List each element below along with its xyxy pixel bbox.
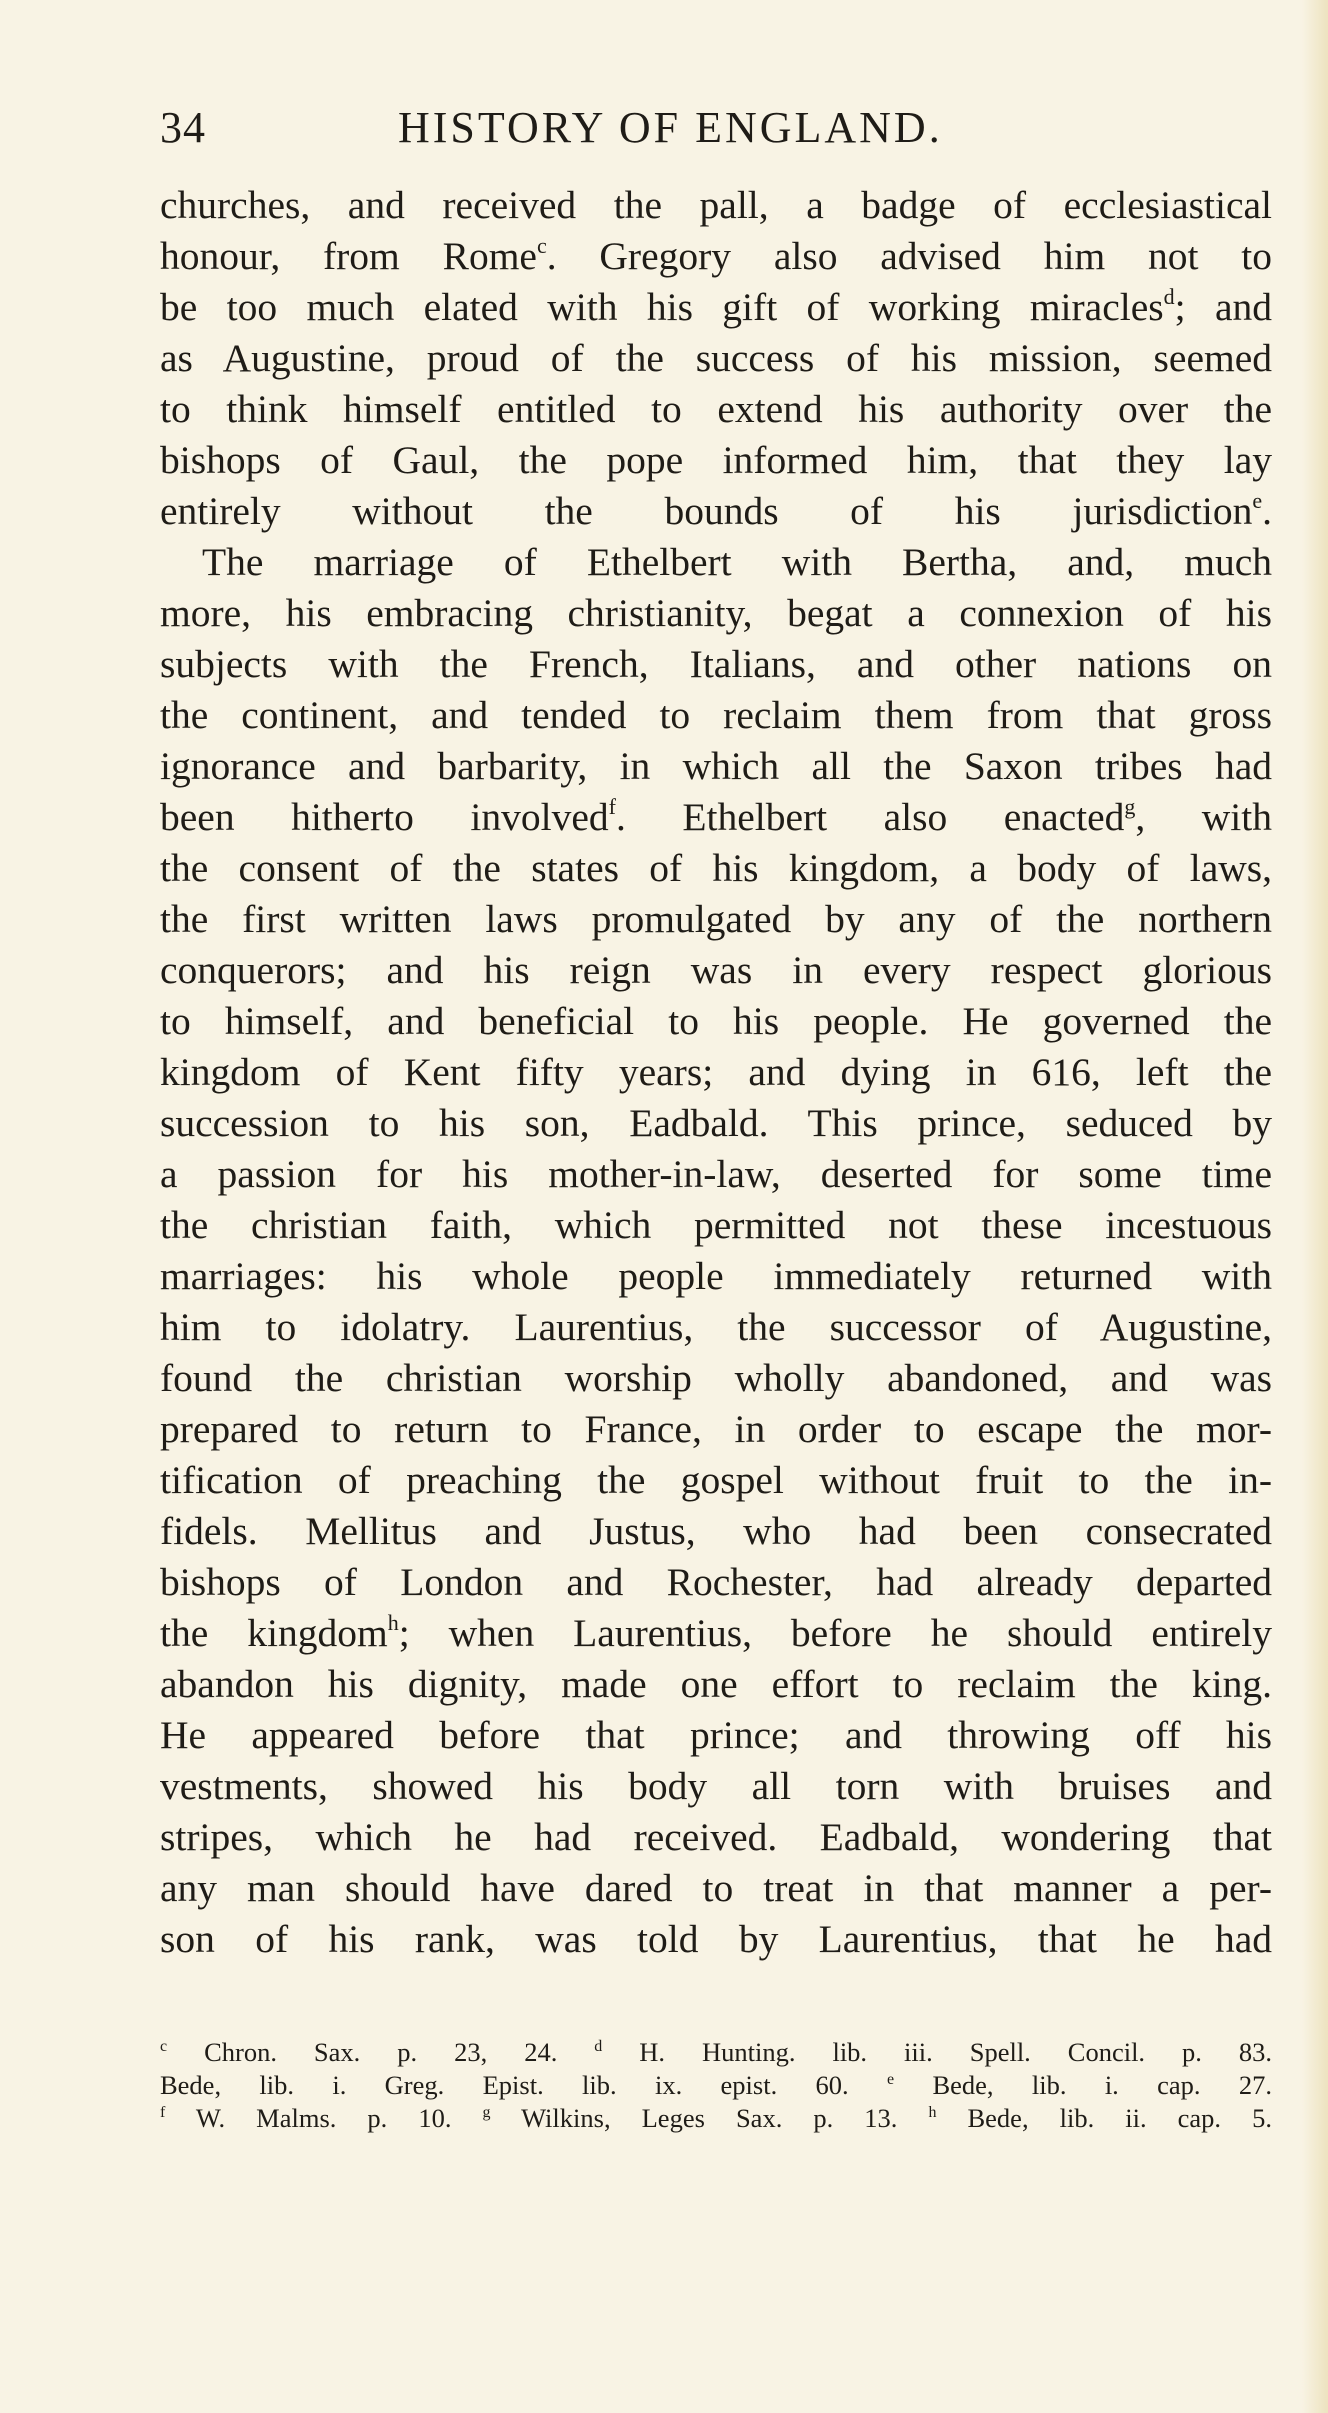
- text-line: [160, 945, 1272, 996]
- line-text: .: [1262, 489, 1272, 533]
- footnote-line: [160, 2069, 1272, 2102]
- text-line: [160, 1098, 1272, 1149]
- text-line: [160, 486, 1272, 537]
- line-text: tification of preaching the gospel without fruit to the in-: [160, 1458, 1272, 1502]
- footnote-marker: h: [928, 2104, 937, 2121]
- text-line: [160, 1404, 1272, 1455]
- line-text: . Ethelbert also enacted: [616, 795, 1125, 839]
- line-text: ; when Laurentius, before he should entirely: [398, 1611, 1272, 1655]
- text-line: [160, 435, 1272, 486]
- text-line: [160, 1659, 1272, 1710]
- text-line: [160, 1812, 1272, 1863]
- line-text: the consent of the states of his kingdom, a body of laws,: [160, 846, 1272, 890]
- line-text: stripes, which he had received. Eadbald, wondering that: [160, 1815, 1272, 1859]
- footnote-marker: e: [1252, 488, 1263, 513]
- page-gutter-shadow: [1302, 0, 1328, 2413]
- body-text: [160, 180, 1272, 1965]
- text-line: [160, 1710, 1272, 1761]
- line-text: , with: [1135, 795, 1272, 839]
- text-line: [160, 741, 1272, 792]
- text-line: [160, 1251, 1272, 1302]
- footnote-marker: f: [608, 794, 616, 819]
- footnote-text: Bede, lib. i. Greg. Epist. lib. ix. epist. 60.: [160, 2070, 888, 2100]
- line-text: been hitherto involved: [160, 795, 609, 839]
- footnotes: [160, 2036, 1272, 2135]
- text-line: [160, 1863, 1272, 1914]
- text-line: [160, 1302, 1272, 1353]
- line-text: ignorance and barbarity, in which all the Saxon tribes had: [160, 744, 1272, 788]
- footnote-text: H. Hunting. lib. iii. Spell. Concil. p. 83.: [602, 2037, 1272, 2067]
- line-text: abandon his dignity, made one effort to reclaim the king.: [160, 1662, 1272, 1706]
- text-line: [160, 384, 1272, 435]
- text-line: [160, 1200, 1272, 1251]
- line-text: prepared to return to France, in order to escape the mor-: [160, 1407, 1272, 1451]
- line-text: fidels. Mellitus and Justus, who had been consecrated: [160, 1509, 1272, 1553]
- text-line: [160, 1914, 1272, 1965]
- line-text: ; and: [1174, 285, 1272, 329]
- line-text: more, his embracing christianity, begat a connexion of his: [160, 591, 1272, 635]
- text-line: [160, 690, 1272, 741]
- text-line: [160, 282, 1272, 333]
- footnote-text: Wilkins, Leges Sax. p. 13.: [490, 2103, 929, 2133]
- line-text: to think himself entitled to extend his authority over the: [160, 387, 1272, 431]
- line-text: son of his rank, was told by Laurentius, that he had: [160, 1917, 1272, 1961]
- line-text: be too much elated with his gift of working miracles: [160, 285, 1164, 329]
- line-text: the continent, and tended to reclaim them from that gross: [160, 693, 1272, 737]
- running-head: HISTORY OF ENGLAND.: [398, 103, 943, 152]
- text-line: [160, 996, 1272, 1047]
- text-line: [160, 1353, 1272, 1404]
- text-line: [160, 1506, 1272, 1557]
- line-text: to himself, and beneficial to his people. He governed the: [160, 999, 1272, 1043]
- line-text: him to idolatry. Laurentius, the successor of Augustine,: [160, 1305, 1272, 1349]
- line-text: kingdom of Kent fifty years; and dying in 616, left the: [160, 1050, 1272, 1094]
- line-text: the christian faith, which permitted not these incestuous: [160, 1203, 1272, 1247]
- line-text: He appeared before that prince; and throwing off his: [160, 1713, 1272, 1757]
- line-text: churches, and received the pall, a badge of ecclesiastical: [160, 183, 1272, 227]
- text-line: [160, 1557, 1272, 1608]
- line-text: . Gregory also advised him not to: [546, 234, 1272, 278]
- text-line: [160, 333, 1272, 384]
- footnote-marker: e: [887, 2071, 895, 2088]
- line-text: found the christian worship wholly abandoned, and was: [160, 1356, 1272, 1400]
- footnote-line: [160, 2036, 1272, 2069]
- line-text: entirely without the bounds of his jurisdiction: [160, 489, 1253, 533]
- text-line: [160, 1608, 1272, 1659]
- line-text: vestments, showed his body all torn with bruises and: [160, 1764, 1272, 1808]
- footnote-text: Chron. Sax. p. 23, 24.: [167, 2037, 595, 2067]
- line-text: as Augustine, proud of the success of his mission, seemed: [160, 336, 1272, 380]
- text-line: [160, 792, 1272, 843]
- text-line: [160, 1455, 1272, 1506]
- footnote-marker: c: [536, 233, 547, 258]
- line-text: the kingdom: [160, 1611, 388, 1655]
- footnote-text: Bede, lib. i. cap. 27.: [894, 2070, 1273, 2100]
- page-number: 34: [160, 103, 206, 152]
- page-header: [160, 102, 1260, 172]
- line-text: the first written laws promulgated by any of the northern: [160, 897, 1272, 941]
- line-text: succession to his son, Eadbald. This prince, seduced by: [160, 1101, 1272, 1145]
- footnote-marker: d: [594, 2038, 603, 2055]
- footnote-marker: h: [387, 1610, 399, 1635]
- line-text: The marriage of Ethelbert with Bertha, and, much: [202, 540, 1272, 584]
- line-text: a passion for his mother-in-law, deserted for some time: [160, 1152, 1272, 1196]
- line-text: subjects with the French, Italians, and other nations on: [160, 642, 1272, 686]
- text-line: [160, 843, 1272, 894]
- text-line: [160, 1047, 1272, 1098]
- text-line: [160, 1149, 1272, 1200]
- footnote-marker: g: [1124, 794, 1136, 819]
- text-line: [160, 537, 1272, 588]
- line-text: conquerors; and his reign was in every respect glorious: [160, 948, 1272, 992]
- line-text: bishops of Gaul, the pope informed him, that they lay: [160, 438, 1272, 482]
- text-line: [160, 894, 1272, 945]
- footnote-marker: g: [482, 2104, 491, 2121]
- text-line: [160, 1761, 1272, 1812]
- footnote-line: [160, 2102, 1272, 2135]
- text-line: [160, 180, 1272, 231]
- text-line: [160, 231, 1272, 282]
- footnote-marker: d: [1163, 284, 1175, 309]
- line-text: bishops of London and Rochester, had already departed: [160, 1560, 1272, 1604]
- text-line: [160, 588, 1272, 639]
- text-line: [160, 639, 1272, 690]
- footnote-text: Bede, lib. ii. cap. 5.: [936, 2103, 1272, 2133]
- footnote-marker: c: [160, 2038, 168, 2055]
- footnote-marker: f: [160, 2104, 166, 2121]
- line-text: marriages: his whole people immediately returned with: [160, 1254, 1272, 1298]
- line-text: any man should have dared to treat in that manner a per-: [160, 1866, 1272, 1910]
- line-text: honour, from Rome: [160, 234, 537, 278]
- footnote-text: W. Malms. p. 10.: [165, 2103, 483, 2133]
